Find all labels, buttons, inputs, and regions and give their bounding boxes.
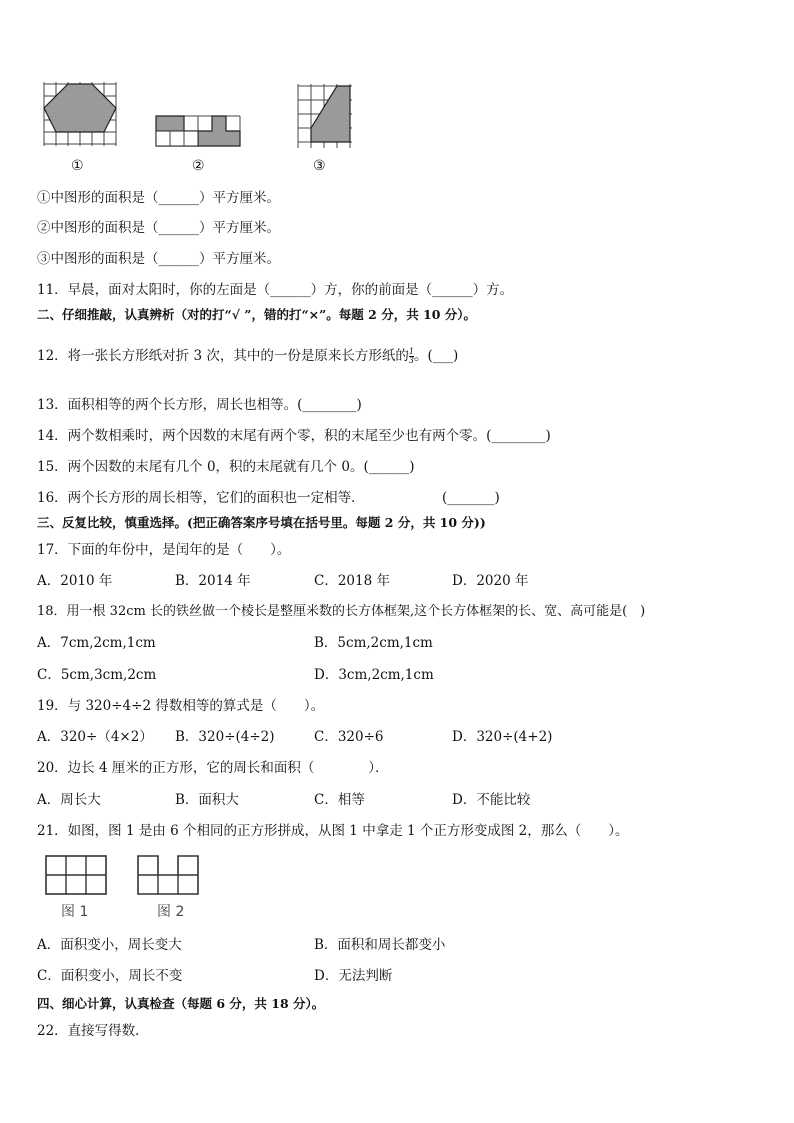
area-question-1: ①中图形的面积是（______）平方厘米。 bbox=[37, 190, 280, 206]
question-13: 13．面积相等的两个长方形，周长也相等。(________) bbox=[37, 397, 362, 413]
figure-1-grid bbox=[38, 80, 120, 148]
question-16: 16．两个长方形的周长相等，它们的面积也一定相等． bbox=[37, 490, 365, 506]
fraction-denominator: 3 bbox=[408, 356, 414, 365]
question-19-stem: 19．与 320÷4÷2 得数相等的算式是（ ）。 bbox=[37, 698, 325, 714]
question-21-figure-1 bbox=[44, 854, 110, 896]
question-17-stem: 17．下面的年份中，是闰年的是（ ）。 bbox=[37, 542, 291, 558]
question-18-option-a: A．7cm,2cm,1cm bbox=[37, 635, 156, 651]
question-22: 22．直接写得数． bbox=[37, 1023, 149, 1039]
question-18-option-c: C．5cm,3cm,2cm bbox=[37, 667, 157, 683]
question-19-option-b: B．320÷(4÷2) bbox=[175, 729, 275, 745]
question-18-stem: 18．用一根 32cm 长的铁丝做一个棱长是整厘米数的长方体框架,这个长方体框架的长、宽、高可能是( ) bbox=[37, 604, 646, 619]
fraction-numerator: 1 bbox=[408, 347, 414, 356]
area-question-2: ②中图形的面积是（______）平方厘米。 bbox=[37, 220, 280, 236]
question-11: 11．早晨，面对太阳时，你的左面是（______）方，你的前面是（______）方。 bbox=[37, 282, 514, 298]
question-21-figure-1-label: 图 1 bbox=[61, 904, 89, 920]
figure-1-caption: ① bbox=[71, 158, 84, 174]
question-12 bbox=[37, 347, 458, 365]
figure-3-caption: ③ bbox=[313, 158, 326, 174]
question-17-option-d: D．2020 年 bbox=[452, 573, 529, 589]
section-3-heading: 三、反复比较，慎重选择。(把正确答案序号填在括号里。每题 2 分，共 10 分)) bbox=[37, 515, 486, 530]
question-21-option-b: B．面积和周长都变小 bbox=[314, 937, 446, 953]
question-21-option-d: D．无法判断 bbox=[314, 968, 393, 984]
question-19-option-c: C．320÷6 bbox=[314, 729, 384, 745]
question-12-tail: 。(___) bbox=[413, 348, 459, 364]
question-21-figure-2 bbox=[136, 854, 202, 896]
question-17-option-a: A．2010 年 bbox=[37, 573, 113, 589]
question-16-blank: (_______) bbox=[442, 490, 500, 506]
question-21-option-a: A．面积变小，周长变大 bbox=[37, 937, 182, 953]
question-21-option-c: C．面积变小，周长不变 bbox=[37, 968, 183, 984]
question-21-stem: 21．如图，图 1 是由 6 个相同的正方形拼成，从图 1 中拿走 1 个正方形变成图 2，那么（ ）。 bbox=[37, 823, 629, 839]
question-12-text: 12．将一张长方形纸对折 3 次，其中的一份是原来长方形纸的 bbox=[37, 348, 409, 364]
question-15: 15．两个因数的末尾有几个 0，积的末尾就有几个 0。(______) bbox=[37, 459, 415, 475]
section-2-heading: 二、仔细推敲，认真辨析（对的打“√ ”，错的打“×”。每题 2 分，共 10 分）。 bbox=[37, 307, 477, 322]
question-20-option-b: B．面积大 bbox=[175, 792, 239, 808]
question-20-stem: 20．边长 4 厘米的正方形，它的周长和面积（ ）． bbox=[37, 760, 389, 776]
question-19-option-a: A．320÷（4×2） bbox=[37, 729, 153, 745]
question-20-option-c: C．相等 bbox=[314, 792, 365, 808]
figure-2-caption: ② bbox=[192, 158, 205, 174]
area-question-3: ③中图形的面积是（______）平方厘米。 bbox=[37, 251, 280, 267]
section-4-heading: 四、细心计算，认真检查（每题 6 分，共 18 分）。 bbox=[37, 996, 325, 1011]
question-19-option-d: D．320÷(4+2) bbox=[452, 729, 553, 745]
question-14: 14．两个数相乘时，两个因数的末尾有两个零，积的末尾至少也有两个零。(________) bbox=[37, 428, 551, 444]
question-17-option-c: C．2018 年 bbox=[314, 573, 390, 589]
question-18-option-d: D．3cm,2cm,1cm bbox=[314, 667, 434, 683]
question-17-option-b: B．2014 年 bbox=[175, 573, 251, 589]
question-20-option-d: D．不能比较 bbox=[452, 792, 531, 808]
question-21-figure-2-label: 图 2 bbox=[157, 904, 185, 920]
question-18-option-b: B．5cm,2cm,1cm bbox=[314, 635, 433, 651]
figure-2-grid bbox=[152, 110, 244, 152]
figure-3-grid bbox=[296, 82, 354, 152]
question-20-option-a: A．周长大 bbox=[37, 792, 101, 808]
